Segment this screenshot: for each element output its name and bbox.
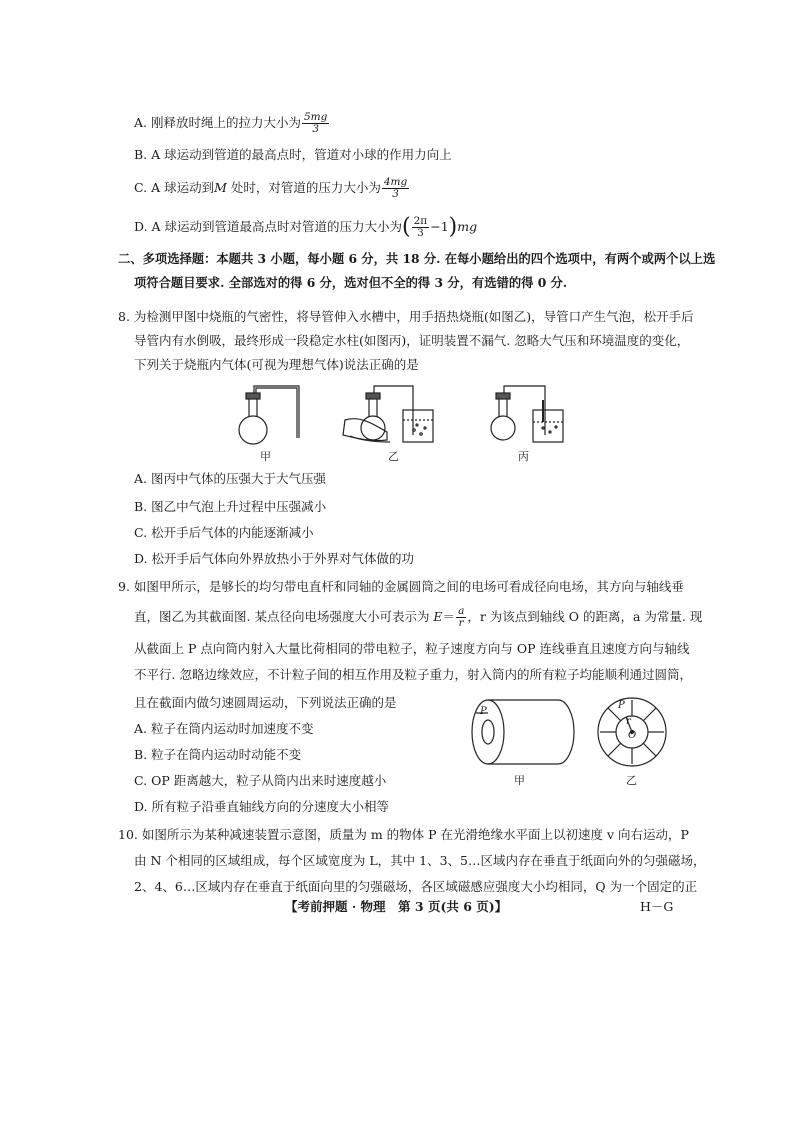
q8-stem-line3: 下列关于烧瓶内气体(可视为理想气体)说法正确的是 <box>134 357 419 372</box>
q9-fig-label-yi: 乙 <box>626 774 637 787</box>
q8-stem-line1: 8. 为检测甲图中烧瓶的气密性，将导管伸入水槽中，用手捂热烧瓶(如图乙)，导管口产生气泡，松开手后 <box>118 309 694 324</box>
q9-option-d: D. 所有粒子沿垂直轴线方向的分速度大小相等 <box>134 799 390 814</box>
q7-option-a: A. 刚释放时绳上的拉力大小为 $\frac{5mg}{3}$ <box>134 111 328 135</box>
flask-jia <box>239 386 299 444</box>
flask-bing <box>491 386 563 442</box>
page-code: H－G <box>640 899 674 914</box>
q9-stem-line3: 从截面上 P 点向筒内射入大量比荷相同的带电粒子，粒子速度方向与 OP 连线垂直且速度方向与轴线 <box>134 641 690 656</box>
page-footer: 【考前押题 · 物理 第 3 页(共 6 页)】 <box>285 899 508 914</box>
q8-fig-label-bing: 丙 <box>518 450 529 463</box>
flask-yi <box>343 386 433 442</box>
q7-option-c: C. A 球运动到M 处时，对管道的压力大小为 $\frac{4mg}{3}$ <box>134 176 408 200</box>
q9-fig-label-r: r <box>626 716 631 727</box>
q8-option-a: A. 图丙中气体的压强大于大气压强 <box>134 471 326 486</box>
q8-option-d: D. 松开手后气体向外界放热小于外界对气体做的功 <box>134 551 415 566</box>
q9-fig-label-jia: 甲 <box>514 774 525 787</box>
q9-stem-line4: 不平行. 忽略边缘效应，不计粒子间的相互作用及粒子重力，射入筒内的所有粒子均能顺利通过圆筒， <box>134 667 692 682</box>
q9-option-a: A. 粒子在筒内运动时加速度不变 <box>134 721 314 736</box>
q9-fig-label-p2: P <box>618 700 625 711</box>
cylinder-jia <box>472 700 574 764</box>
q8-option-c: C. 松开手后气体的内能逐渐减小 <box>134 525 314 540</box>
q8-stem-line2: 导管内有水倒吸，最终形成一段稳定水柱(如图丙)，证明装置不漏气. 忽略大气压和环境温度的变化， <box>134 333 690 348</box>
q9-stem-line2: 直，图乙为其截面图. 某点径向电场强度大小可表示为 E＝ $\frac{a}{r}$ ，r 为该点到轴线 O 的距离，a 为常量. 现 <box>134 605 703 629</box>
q9-option-b: B. 粒子在筒内运动时动能不变 <box>134 747 302 762</box>
q9-stem-line5: 且在截面内做匀速圆周运动，下列说法正确的是 <box>134 695 397 710</box>
q10-stem-line2: 由 N 个相同的区域组成，每个区域宽度为 L，其中 1、3、5…区域内存在垂直于纸面向外的匀强磁场， <box>134 853 706 868</box>
q8-fig-label-yi: 乙 <box>388 450 399 463</box>
q9-cylinder-figure <box>460 695 685 770</box>
q8-fig-label-jia: 甲 <box>260 450 271 463</box>
q7-option-b: B. A 球运动到管道的最高点时，管道对小球的作用力向上 <box>134 147 452 162</box>
section2-heading-line2: 项符合题目要求. 全部选对的得 6 分，选对但不全的得 3 分，有选错的得 0 分. <box>134 275 568 290</box>
q9-fig-label-p1: P <box>480 706 487 717</box>
q9-fig-label-o: O <box>628 730 637 741</box>
section2-heading-line1: 二、多项选择题：本题共 3 小题，每小题 6 分，共 18 分. 在每小题给出的四个选项中，有两个或两个以上选 <box>118 251 716 266</box>
q8-option-b: B. 图乙中气泡上升过程中压强减小 <box>134 499 327 514</box>
q10-stem-line3: 2、4、6…区域内存在垂直于纸面向里的匀强磁场，各区域磁感应强度大小均相同，Q 为一个固定的正 <box>134 879 698 894</box>
q10-stem-line1: 10. 如图所示为某种减速装置示意图，质量为 m 的物体 P 在光滑绝缘水平面上以初速度 v 向右运动，P <box>118 827 689 842</box>
q9-stem-line1: 9. 如图甲所示，是够长的均匀带电直杆和同轴的金属圆筒之间的电场可看成径向电场，其方向与轴线垂 <box>118 579 684 594</box>
q9-option-c: C. OP 距离越大，粒子从筒内出来时速度越小 <box>134 773 387 788</box>
q7-option-d: D. A 球运动到管道最高点时对管道的压力大小为( $\frac{2\pi}{3}$ −1)mg <box>134 214 478 240</box>
